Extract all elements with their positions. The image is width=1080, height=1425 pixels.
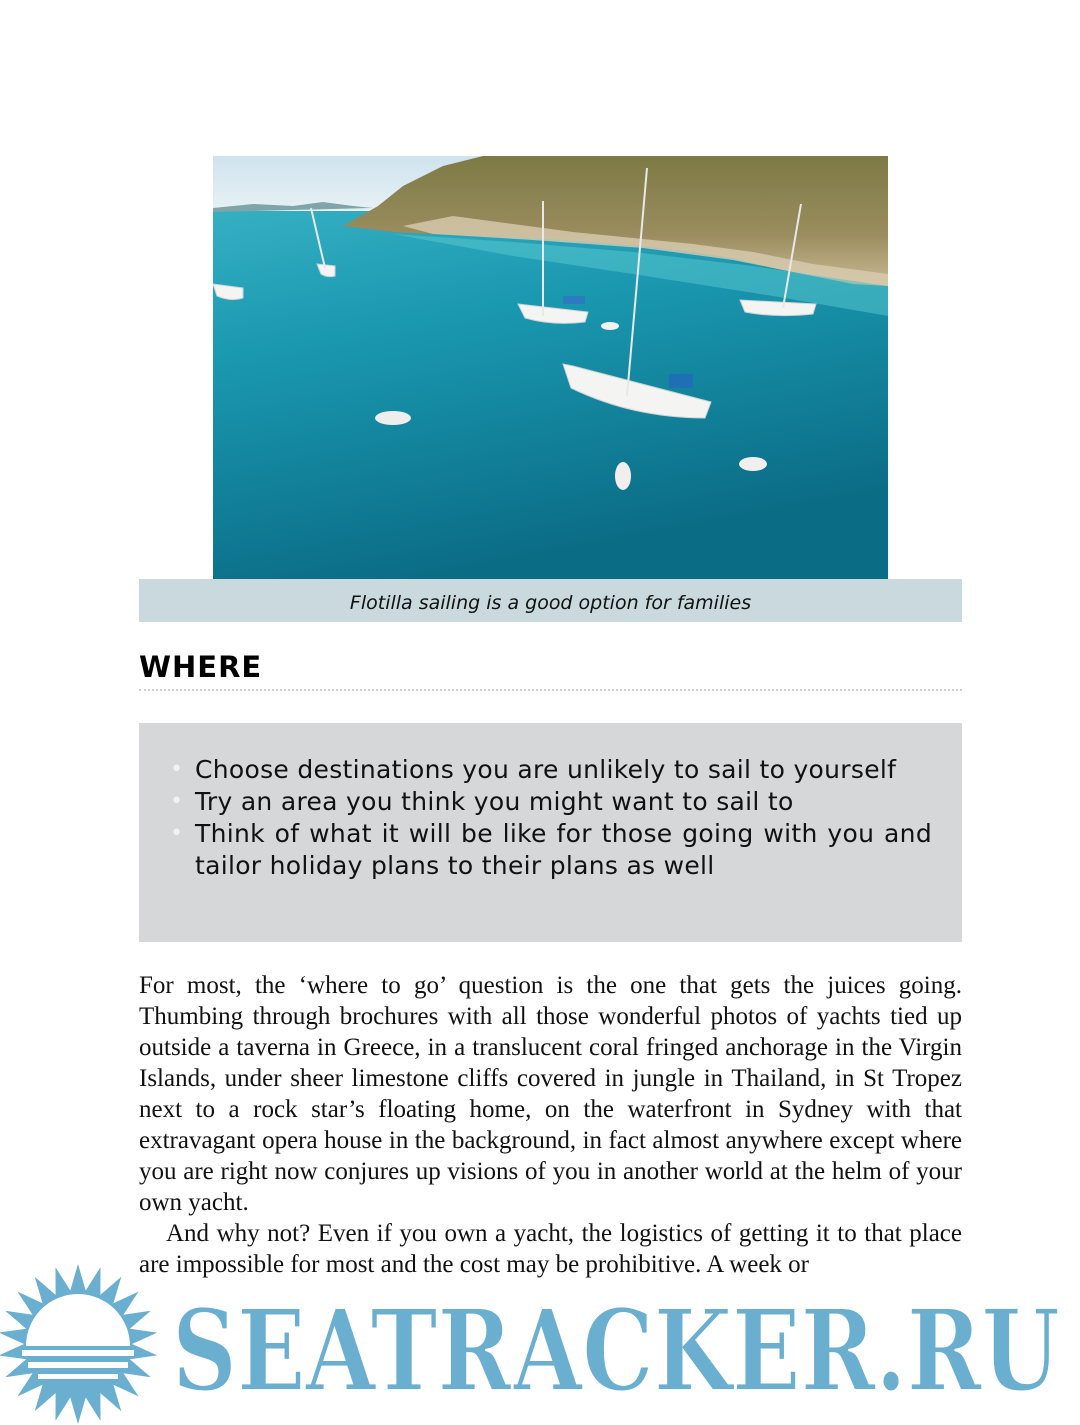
tips-box xyxy=(139,723,962,942)
watermark-text: SEATRACKER.RU xyxy=(172,1286,1060,1417)
tips-list xyxy=(195,754,932,882)
sailing-photo xyxy=(213,156,888,579)
heading-divider xyxy=(139,689,962,691)
body-paragraph: And why not? Even if you own a yacht, the logistics of getting it to that place are impossible for most and the cost may be prohibitive. A week or xyxy=(139,1220,962,1278)
body-paragraph: For most, the ‘where to go’ question is the one that gets the juices going. Thumbing through brochures with all those wonderful photos of yachts tied up outside a taverna in Greece, in a translucent coral fringed anchorage in the Virgin Islands, under sheer limestone cliffs covered in jungle in Thailand, in St Tropez next to a rock star’s floating home, on the waterfront in Sydney with that extravagant opera house in the background, in fact almost anywhere except where you are right now conjures up visions of you in another world at the helm of your own yacht. xyxy=(139,972,962,1216)
sun-icon xyxy=(0,1264,157,1424)
tip-item: • Choose destinations you are unlikely to sail to yourself xyxy=(195,754,932,786)
body-text xyxy=(139,970,962,1280)
watermark-logo xyxy=(0,1262,1080,1425)
tip-item: • Try an area you think you might want to sail to xyxy=(195,786,932,818)
photo-caption: Flotilla sailing is a good option for families xyxy=(139,579,962,622)
tip-item: • Think of what it will be like for those going with you and tailor holiday plans to their plans as well xyxy=(195,818,932,882)
section-heading: WHERE xyxy=(139,650,263,684)
